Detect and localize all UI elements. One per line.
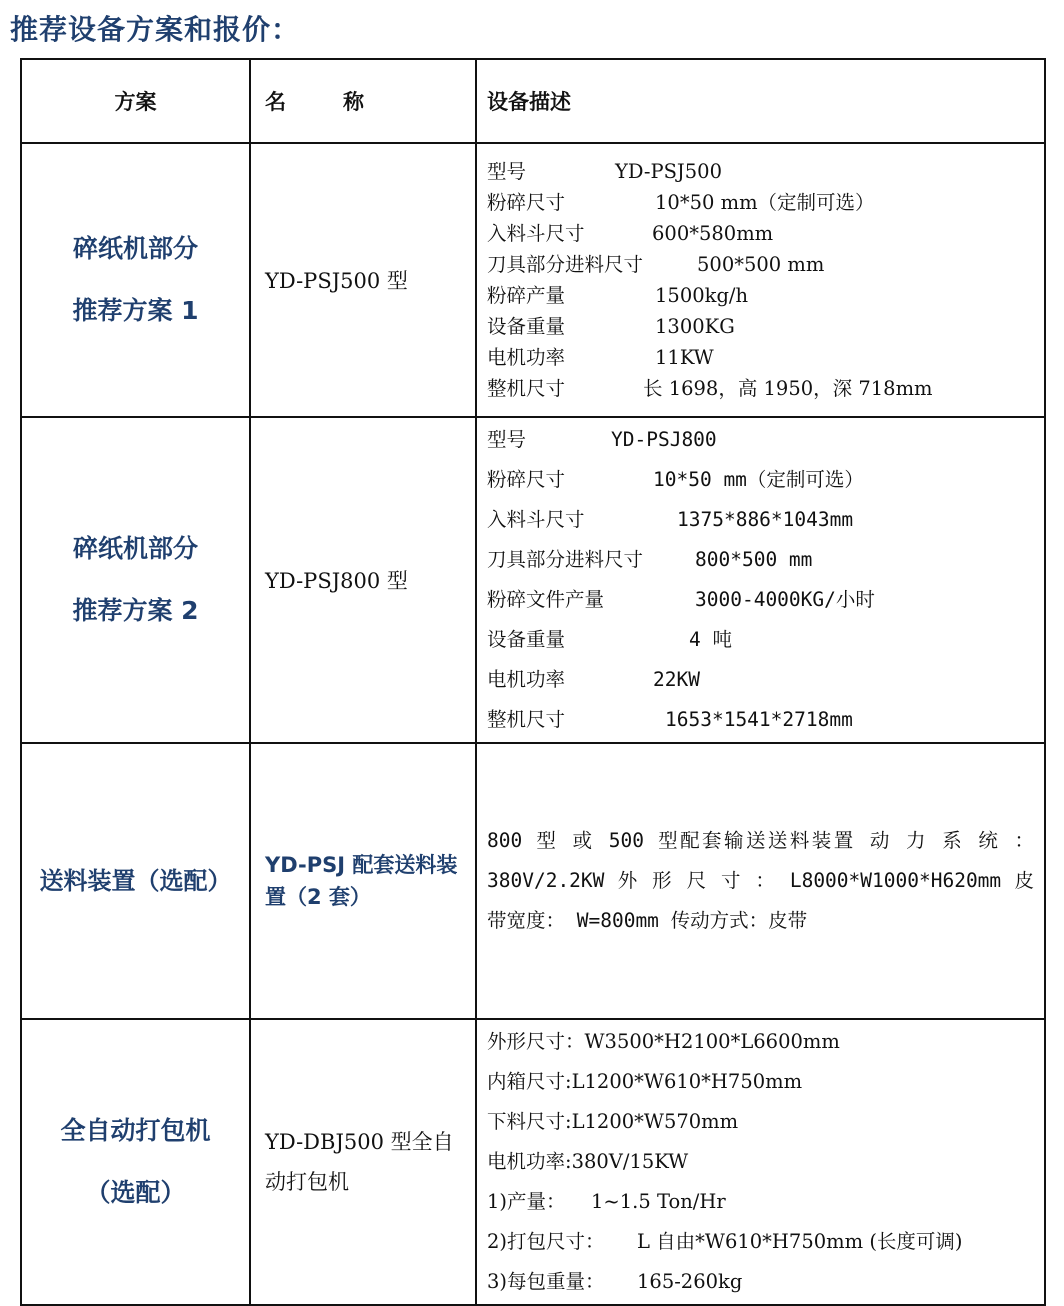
spec-value: 11KW <box>655 346 714 369</box>
spec-line <box>487 1142 1034 1182</box>
spec-value: L 自由*W610*H750mm (长度可调) <box>637 1230 963 1253</box>
spec-line <box>487 187 1034 218</box>
spec-line <box>487 1182 1034 1222</box>
spec-value: W3500*H2100*L6600mm <box>584 1030 840 1053</box>
plan-line: 碎纸机部分 <box>72 534 198 563</box>
spec-line <box>487 660 1034 700</box>
spec-line <box>487 500 1034 540</box>
spec-value: 380V/15KW <box>571 1150 689 1173</box>
spec-value: L1200*W610*H750mm <box>571 1070 803 1093</box>
page-title: 推荐设备方案和报价： <box>10 13 301 46</box>
spec-value: 1375*886*1043mm <box>677 508 854 531</box>
spec-value: 500*500 mm <box>697 253 825 276</box>
spec-value: 1653*1541*2718mm <box>665 708 853 731</box>
spec-key: 2)打包尺寸： <box>487 1230 605 1253</box>
desc-cell <box>476 143 1045 417</box>
header-name: 名 称 <box>250 59 476 143</box>
spec-key: 入料斗尺寸 <box>487 222 585 245</box>
spec-line <box>487 342 1034 373</box>
spec-key: 3)每包重量： <box>487 1270 605 1293</box>
spec-key: 型号 <box>487 428 527 451</box>
spec-key: 设备重量 <box>487 315 566 338</box>
spec-value: 10*50 mm（定制可选） <box>653 468 864 491</box>
spec-key: 下料尺寸: <box>487 1110 572 1133</box>
spec-key: 粉碎产量 <box>487 284 566 307</box>
spec-line <box>487 700 1034 740</box>
plan-cell <box>21 417 250 743</box>
header-plan: 方案 <box>21 59 250 143</box>
spec-value: 1~1.5 Ton/Hr <box>591 1190 726 1213</box>
spec-value: 长 1698，高 1950，深 718mm <box>643 377 933 400</box>
spec-key: 粉碎尺寸 <box>487 191 566 214</box>
plan-cell <box>21 1019 250 1305</box>
spec-key: 粉碎尺寸 <box>487 468 566 491</box>
spec-key: 外形尺寸： <box>487 1030 585 1053</box>
spec-line <box>487 311 1034 342</box>
plan-line: （选配） <box>85 1178 186 1207</box>
spec-value: L1200*W570mm <box>571 1110 739 1133</box>
plan-line: 推荐方案 1 <box>72 296 199 325</box>
name-cell: YD-PSJ500 型 <box>250 143 476 417</box>
table-row <box>21 417 1045 743</box>
spec-line <box>487 373 1034 404</box>
plan-line: 送料装置（选配） <box>39 867 232 895</box>
name-cell: YD-DBJ500 型全自动打包机 <box>250 1019 476 1305</box>
plan-cell <box>21 743 250 1019</box>
spec-line <box>487 1102 1034 1142</box>
spec-value: YD-PSJ500 <box>615 160 722 183</box>
table-row <box>21 143 1045 417</box>
spec-line <box>487 1022 1034 1062</box>
table-header-row <box>21 59 1045 143</box>
spec-key: 刀具部分进料尺寸 <box>487 253 644 276</box>
desc-cell <box>476 1019 1045 1305</box>
plan-line: 全自动打包机 <box>60 1116 211 1145</box>
name-cell: YD-PSJ 配套送料装置（2 套） <box>250 743 476 1019</box>
spec-line <box>487 249 1034 280</box>
spec-key: 整机尺寸 <box>487 377 566 400</box>
spec-line <box>487 1062 1034 1102</box>
name-cell: YD-PSJ800 型 <box>250 417 476 743</box>
spec-line <box>487 420 1034 460</box>
spec-key: 设备重量 <box>487 628 566 651</box>
spec-key: 型号 <box>487 160 527 183</box>
spec-key: 刀具部分进料尺寸 <box>487 548 644 571</box>
spec-line <box>487 1222 1034 1262</box>
spec-line <box>487 540 1034 580</box>
equipment-table <box>20 58 1046 1306</box>
spec-value: 3000-4000KG/小时 <box>695 588 875 611</box>
spec-line <box>487 156 1034 187</box>
spec-value: 600*580mm <box>652 222 774 245</box>
spec-line <box>487 620 1034 660</box>
header-desc: 设备描述 <box>476 59 1045 143</box>
spec-value: YD-PSJ800 <box>611 428 717 451</box>
plan-cell <box>21 143 250 417</box>
spec-key: 内箱尺寸: <box>487 1070 572 1093</box>
spec-value: 22KW <box>653 668 700 691</box>
table-row <box>21 743 1045 1019</box>
plan-line: 推荐方案 2 <box>72 596 199 625</box>
spec-key: 电机功率 <box>487 346 566 369</box>
desc-cell <box>476 417 1045 743</box>
spec-value: 1500kg/h <box>655 284 749 307</box>
spec-value: 10*50 mm（定制可选） <box>655 191 875 214</box>
spec-key: 入料斗尺寸 <box>487 508 585 531</box>
desc-cell: 800 型 或 500 型配套输送送料装置 动 力 系 统 ： 380V/2.2KW 外 形 尺 寸 ： L8000*W1000*H620mm 皮带宽度： W=800mm 传动方式：皮带 <box>476 743 1045 1019</box>
spec-value: 800*500 mm <box>695 548 813 571</box>
spec-line <box>487 218 1034 249</box>
plan-line: 碎纸机部分 <box>72 234 198 263</box>
spec-key: 整机尺寸 <box>487 708 566 731</box>
spec-value: 165-260kg <box>637 1270 743 1293</box>
spec-line <box>487 1262 1034 1302</box>
spec-key: 电机功率: <box>487 1150 572 1173</box>
spec-value: 1300KG <box>655 315 735 338</box>
table-row <box>21 1019 1045 1305</box>
spec-key: 粉碎文件产量 <box>487 588 605 611</box>
spec-line <box>487 460 1034 500</box>
spec-line <box>487 280 1034 311</box>
spec-line <box>487 580 1034 620</box>
spec-key: 电机功率 <box>487 668 566 691</box>
spec-value: 4 吨 <box>689 628 732 651</box>
spec-key: 1)产量： <box>487 1190 566 1213</box>
